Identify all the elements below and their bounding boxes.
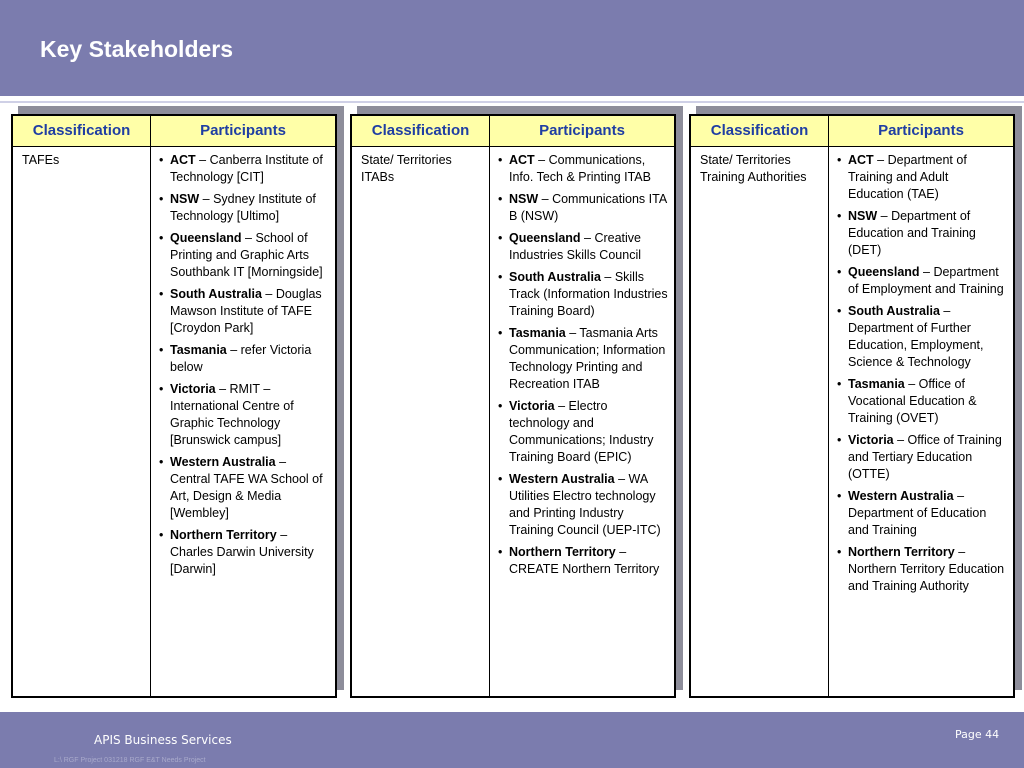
- participant-org: – Communications ITA B (NSW): [509, 192, 667, 223]
- bullet-icon: •: [498, 231, 503, 245]
- participant-item: [837, 488, 1007, 539]
- table-header-row: [13, 116, 335, 147]
- participant-item: [159, 191, 329, 225]
- participant-item: [837, 303, 1007, 371]
- participant-item: [159, 527, 329, 578]
- participant-item: [159, 152, 329, 186]
- participant-org: – Office of Training and Tertiary Education (OTTE): [848, 433, 1002, 481]
- participant-org: – School of Printing and Graphic Arts Southbank IT [Morningside]: [170, 231, 323, 279]
- participant-state: ACT: [170, 153, 196, 167]
- participant-item: [159, 286, 329, 337]
- participant-item: [498, 398, 668, 466]
- stakeholder-table-tafes: [11, 114, 337, 698]
- participant-item: [159, 381, 329, 449]
- participant-item: [159, 454, 329, 522]
- participants-header: Participants: [539, 122, 625, 139]
- page-number: Page 44: [955, 728, 1000, 741]
- participant-org: – Office of Vocational Education & Training (OVET): [848, 377, 977, 425]
- participant-state: South Australia: [170, 287, 262, 301]
- participant-state: Northern Territory: [509, 545, 616, 559]
- participant-state: NSW: [848, 209, 878, 223]
- classification-header: Classification: [352, 116, 490, 146]
- stakeholder-table-itabs: [350, 114, 676, 698]
- table-header-row: [691, 116, 1013, 147]
- participant-state: Northern Territory: [170, 528, 277, 542]
- participant-item: [837, 264, 1007, 298]
- participant-item: [159, 230, 329, 281]
- participant-org: – Communications, Info. Tech & Printing ITAB: [509, 153, 651, 184]
- participants-header: Participants: [878, 122, 964, 139]
- participant-state: Western Australia: [848, 489, 954, 503]
- participant-org: – Sydney Institute of Technology [Ultimo]: [170, 192, 316, 223]
- participant-item: [498, 269, 668, 320]
- participant-org: – Central TAFE WA School of Art, Design & Media [Wembley]: [170, 455, 323, 520]
- classification-header: Classification: [691, 116, 829, 146]
- participant-item: [498, 325, 668, 393]
- classification-header: Classification: [13, 116, 151, 146]
- participant-item: [837, 208, 1007, 259]
- participant-state: South Australia: [509, 270, 601, 284]
- participant-state: ACT: [848, 153, 874, 167]
- bullet-icon: •: [498, 399, 503, 413]
- participants-list: [498, 152, 668, 578]
- bullet-icon: •: [837, 209, 842, 223]
- participant-item: [498, 544, 668, 578]
- participant-item: [837, 376, 1007, 427]
- participants-cell: [829, 147, 1013, 696]
- participant-item: [498, 471, 668, 539]
- table-header-row: [352, 116, 674, 147]
- bullet-icon: •: [837, 153, 842, 167]
- participant-state: Victoria: [848, 433, 894, 447]
- participant-state: Tasmania: [170, 343, 227, 357]
- participant-org: – Tasmania Arts Communication; Information Technology Printing and Recreation ITAB: [509, 326, 666, 391]
- participant-item: [837, 432, 1007, 483]
- participant-org: – Department of Education and Training (DET): [848, 209, 976, 257]
- bullet-icon: •: [498, 153, 503, 167]
- bullet-icon: •: [159, 192, 164, 206]
- bullet-icon: •: [159, 382, 164, 396]
- participant-state: Tasmania: [509, 326, 566, 340]
- participant-org: – Creative Industries Skills Council: [509, 231, 641, 262]
- participant-org: – RMIT – International Centre of Graphic Technology [Brunswick campus]: [170, 382, 294, 447]
- participants-list: [159, 152, 329, 578]
- participant-org: – Northern Territory Education and Training Authority: [848, 545, 1005, 593]
- bullet-icon: •: [498, 270, 503, 284]
- participant-state: Queensland: [509, 231, 581, 245]
- table-body: [691, 147, 1013, 696]
- participant-org: – Department of Employment and Training: [848, 265, 1004, 296]
- participant-state: Victoria: [509, 399, 555, 413]
- bullet-icon: •: [837, 489, 842, 503]
- participants-cell: [151, 147, 335, 696]
- bullet-icon: •: [498, 326, 503, 340]
- participant-org: – Canberra Institute of Technology [CIT]: [170, 153, 323, 184]
- bullet-icon: •: [498, 192, 503, 206]
- bullet-icon: •: [159, 231, 164, 245]
- classification-cell: State/ Territories ITABs: [352, 147, 490, 696]
- file-path: L:\ RGF Project 031218 RGF E&T Needs Project: [54, 757, 206, 764]
- participants-header: Participants: [200, 122, 286, 139]
- participant-item: [159, 342, 329, 376]
- bullet-icon: •: [837, 304, 842, 318]
- classification-cell: TAFEs: [13, 147, 151, 696]
- bullet-icon: •: [159, 153, 164, 167]
- participant-state: ACT: [509, 153, 535, 167]
- participant-org: – Electro technology and Communications; Industry Training Board (EPIC): [509, 399, 654, 464]
- bullet-icon: •: [837, 545, 842, 559]
- bullet-icon: •: [837, 433, 842, 447]
- table-body: [13, 147, 335, 696]
- bullet-icon: •: [159, 287, 164, 301]
- participant-org: – CREATE Northern Territory: [509, 545, 660, 576]
- bullet-icon: •: [498, 545, 503, 559]
- bullet-icon: •: [159, 528, 164, 542]
- participant-org: – Department of Training and Adult Education (TAE): [848, 153, 967, 201]
- stakeholder-table-authorities: [689, 114, 1015, 698]
- participant-org: – Skills Track (Information Industries Training Board): [509, 270, 668, 318]
- banner-divider: [0, 101, 1024, 103]
- slide-title: Key Stakeholders: [40, 36, 234, 62]
- participant-state: Queensland: [170, 231, 242, 245]
- bullet-icon: •: [837, 265, 842, 279]
- bullet-icon: •: [837, 377, 842, 391]
- participant-item: [837, 152, 1007, 203]
- participant-state: Victoria: [170, 382, 216, 396]
- company-name: APIS Business Services: [94, 733, 232, 747]
- participant-state: Tasmania: [848, 377, 905, 391]
- participant-state: Northern Territory: [848, 545, 955, 559]
- participant-item: [498, 191, 668, 225]
- participant-org: – WA Utilities Electro technology and Printing Industry Training Council (UEP-ITC): [509, 472, 661, 537]
- participant-org: – Charles Darwin University [Darwin]: [170, 528, 314, 576]
- bullet-icon: •: [498, 472, 503, 486]
- participant-item: [498, 152, 668, 186]
- participant-org: – Douglas Mawson Institute of TAFE [Croydon Park]: [170, 287, 322, 335]
- participant-item: [498, 230, 668, 264]
- participant-state: NSW: [170, 192, 200, 206]
- participant-state: Western Australia: [509, 472, 615, 486]
- participant-org: – Department of Education and Training: [848, 489, 987, 537]
- participant-state: South Australia: [848, 304, 940, 318]
- participant-state: Queensland: [848, 265, 920, 279]
- participant-org: – Department of Further Education, Employment, Science & Technology: [848, 304, 984, 369]
- classification-cell: State/ Territories Training Authorities: [691, 147, 829, 696]
- participant-item: [837, 544, 1007, 595]
- participant-state: Western Australia: [170, 455, 276, 469]
- participants-cell: [490, 147, 674, 696]
- participant-state: NSW: [509, 192, 539, 206]
- bullet-icon: •: [159, 455, 164, 469]
- bullet-icon: •: [159, 343, 164, 357]
- participants-list: [837, 152, 1007, 595]
- table-body: [352, 147, 674, 696]
- participant-org: – refer Victoria below: [170, 343, 312, 374]
